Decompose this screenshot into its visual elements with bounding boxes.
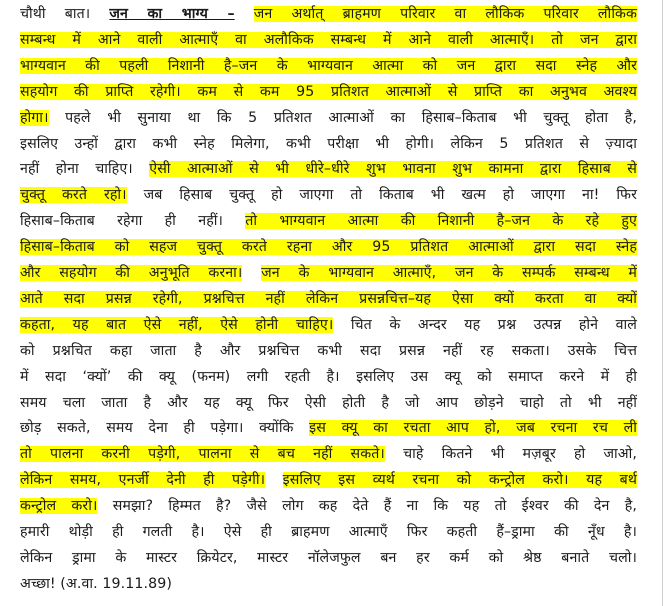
highlighted-text: सम्बन्ध में आने वाली आत्माएँ वा अलौकिक सम्बन्ध में आने वाली आत्माएँ। तो जन द्वारा (20, 31, 637, 48)
highlighted-text: होगा। (20, 109, 49, 126)
highlighted-text: लेकिन समय, एनर्जी देनी ही पड़ेगी। (20, 472, 266, 489)
text-segment (242, 265, 261, 281)
highlighted-text: ऐसी आत्माओं से भी धीरे–धीरे शुभ भावना शुभ कामना द्वारा हिसाब से (149, 161, 637, 178)
text-line (20, 522, 637, 543)
text-segment: समय चला जाता है और यह क्यू फिर ऐसी होती है जो आप छोड़ने चाहो तो भी नहीं (20, 394, 637, 411)
text-line (20, 444, 637, 465)
text-line (20, 30, 637, 51)
text-line (20, 393, 637, 414)
highlighted-text: जन के भाग्यवान आत्माएँ, जन के सम्पर्क सम्बन्ध में (261, 265, 637, 281)
text-line (20, 367, 637, 388)
text-line (20, 470, 637, 491)
text-segment: लेकिन ड्रामा के मास्टर क्रियेटर, मास्टर नॉलेजफुल बन हर कर्म को श्रेष्ठ बनाते चलो। (20, 549, 637, 566)
highlighted-text: चुक्तू करते रहो। (20, 187, 127, 204)
text-line (20, 82, 637, 103)
highlighted-text: सहयोग की प्राप्ति रहेगी। कम से कम 95 प्रतिशत आत्माओं से प्राप्ति का अनुभव अवश्य (20, 83, 637, 100)
text-segment: समझा? हिम्मत है? जैसे लोग कह देते हैं ना कि यह तो ईश्वर की देन है, (97, 498, 637, 515)
highlighted-text: भाग्यवान की पहली निशानी है–जन के भाग्यवान आत्मा को जन द्वारा सदा स्नेह और (20, 57, 637, 74)
text-line (20, 108, 637, 129)
text-line (20, 341, 637, 362)
text-line (20, 134, 637, 155)
text-segment: नहीं होना चाहिए। (20, 161, 150, 178)
text-segment: अच्छा! (अ.वा. 19.11.89) (20, 575, 172, 592)
highlighted-text: हिसाब–किताब को सहज चुक्तू करते रहना और 95 प्रतिशत आत्माओं द्वारा सदा स्नेह (20, 239, 637, 256)
text-line (20, 211, 637, 232)
highlighted-text: कन्ट्रोल करो। (20, 498, 98, 515)
text-line (20, 574, 172, 595)
section-heading: जन का भाग्य – (109, 6, 235, 22)
text-line (20, 185, 637, 206)
text-line (20, 548, 637, 569)
text-line (20, 418, 637, 439)
text-line (20, 263, 637, 284)
text-segment: पहले भी सुनाया था कि 5 प्रतिशत आत्माओं का हिसाब–किताब भी चुक्तू होता है, (48, 109, 637, 126)
text-line (20, 237, 637, 258)
text-segment: चित के अन्दर यह प्रश्न उत्पन्न होने वाले (333, 316, 638, 333)
text-segment (235, 6, 254, 22)
text-segment: हिसाब–किताब रहेगा ही नहीं। (20, 213, 246, 230)
text-line (20, 289, 637, 310)
text-line (20, 496, 637, 517)
highlighted-text: जन अर्थात् ब्राहमण परिवार वा लौकिक परिवार लौकिक (253, 6, 637, 22)
highlighted-text: और सहयोग की अनुभूति करना। (20, 265, 243, 281)
text-segment: चौथी बात। (20, 6, 110, 22)
text-line (20, 4, 637, 25)
highlighted-text: आते सदा प्रसन्न रहेगी, प्रश्नचित्त नहीं लेकिन प्रसन्नचित्त–यह ऐसा क्यों करता वा क्यों (20, 290, 637, 307)
text-segment: हमारी थोड़ी ही गलती है। ऐसे ही ब्राहमण आत्माएँ फिर कहती हैं–ड्रामा की नूँध है। (20, 524, 637, 540)
highlighted-text: तो भाग्यवान आत्मा की निशानी है–जन के रहे हुए (245, 213, 637, 230)
text-segment: जब हिसाब चुक्तू हो जाएगा तो किताब भी खत्म हो जाएगा ना! फिर (126, 187, 637, 204)
text-segment (265, 472, 283, 488)
text-segment: में सदा ‘क्यों’ की क्यू (फनम) लगी रहती है। इसलिए उस क्यू को समाप्त करने में ही (20, 368, 637, 385)
highlighted-text: इसलिए इस व्यर्थ रचना को कन्ट्रोल करो। यह बर्थ (282, 472, 637, 489)
text-line (20, 56, 637, 77)
text-line (20, 315, 637, 336)
highlighted-text: तो पालना करनी पड़ेगी, पालना से बच नहीं सकते। (20, 446, 385, 463)
text-segment: चाहे कितने भी मज़बूर हो जाओ, (384, 446, 638, 463)
text-line (20, 159, 637, 180)
text-segment: छोड़ सकते, समय देना ही पड़ेगा। क्योंकि (20, 420, 310, 437)
highlighted-text: कहता, यह बात ऐसे नहीं, ऐसे होनी चाहिए। (20, 316, 334, 333)
text-segment: इसलिए उन्हों द्वारा कभी स्नेह मिलेगा, कभी परीक्षा भी होगी। लेकिन 5 प्रतिशत से ज़्यादा (20, 135, 637, 152)
highlighted-text: इस क्यू का रचता आप हो, जब रचना रच ली (309, 420, 637, 437)
text-segment: को प्रश्नचित कहा जाता है और प्रश्नचित्त कभी सदा प्रसन्न नहीं रह सकता। उसके चित्त (20, 342, 637, 359)
